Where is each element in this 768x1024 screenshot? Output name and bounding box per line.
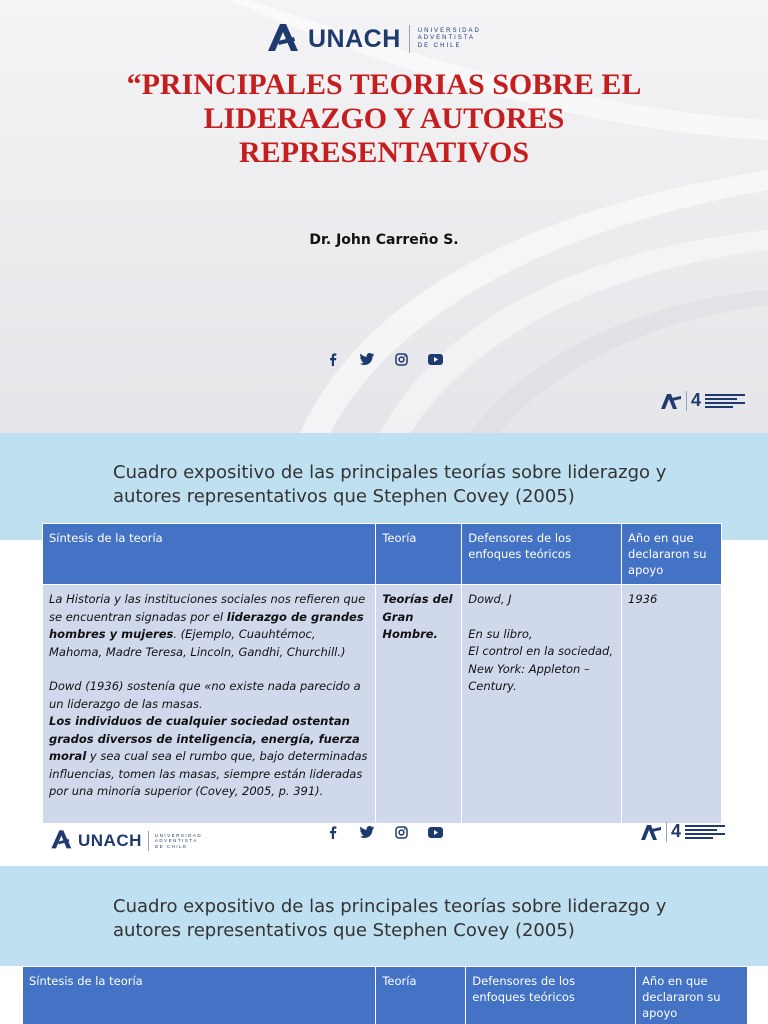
- instagram-icon[interactable]: [392, 823, 410, 841]
- youtube-icon[interactable]: [426, 823, 444, 841]
- header-theory: Teoría: [376, 524, 462, 585]
- accreditation-years: 4: [671, 821, 682, 841]
- unach-logo-mark-icon: [50, 829, 74, 853]
- accreditation-logo-icon: [660, 392, 682, 410]
- twitter-icon[interactable]: [358, 823, 376, 841]
- header-synthesis: Síntesis de la teoría: [43, 524, 376, 585]
- background-swoosh: [0, 0, 768, 433]
- unach-logo: [266, 22, 481, 56]
- facebook-icon[interactable]: [324, 823, 342, 841]
- header-defenders: Defensores de los enfoques teóricos: [462, 524, 622, 585]
- cell-theory: Teorías del Gran Hombre.: [376, 585, 462, 824]
- header-theory: Teoría: [376, 967, 466, 1024]
- presentation-title: “PRINCIPALES TEORIAS SOBRE EL LIDERAZGO Y AUTORES REPRESENTATIVOS: [126, 68, 642, 169]
- accreditation-badge: [660, 390, 745, 411]
- table-header-row: [23, 967, 748, 1024]
- theory-table: [22, 966, 748, 1024]
- table-header-row: [43, 524, 722, 585]
- cell-year: 1936: [622, 585, 722, 824]
- header-year: Año en que declararon su apoyo: [636, 967, 748, 1024]
- accreditation-text-lines: [685, 823, 725, 841]
- instagram-icon[interactable]: [392, 350, 410, 368]
- footer-brand-subtitle: UNIVERSIDAD ADVENTISTA DE CHILE: [154, 832, 203, 849]
- footer-brand-name: UNACH: [78, 831, 142, 850]
- theory-table: [42, 523, 722, 824]
- social-links: [324, 350, 444, 368]
- header-year: Año en que declararon su apoyo: [622, 524, 722, 585]
- unach-logo-mark-icon: [266, 22, 302, 56]
- author-name: Dr. John Carreño S.: [309, 232, 459, 248]
- header-synthesis: Síntesis de la teoría: [23, 967, 376, 1024]
- slide-title: Cuadro expositivo de las principales teorías sobre liderazgo y autores representativos que Stephen Covey (2005): [113, 896, 667, 941]
- content-slide-2: [0, 866, 768, 1024]
- cell-defenders: Dowd, J En su libro, El control en la sociedad, New York: Appleton – Century.: [462, 585, 622, 824]
- header-defenders: Defensores de los enfoques teóricos: [466, 967, 636, 1024]
- facebook-icon[interactable]: [324, 350, 342, 368]
- footer-social-links: [324, 823, 444, 841]
- brand-name: UNACH: [308, 24, 401, 53]
- accreditation-years: 4: [691, 390, 702, 410]
- slide-footer: [0, 823, 768, 866]
- footer-accreditation-badge: [640, 821, 725, 842]
- slide-title: Cuadro expositivo de las principales teorías sobre liderazgo y autores representativos que Stephen Covey (2005): [113, 462, 667, 507]
- cell-synthesis: La Historia y las instituciones sociales nos refieren que se encuentran signadas por el liderazgo de grandes hombres y mujeres. (Ejemplo, Cuauhtémoc, Mahoma, Madre Teresa, Lincoln, Gandhi, Churchill.) Dowd (1936) sostenía que «no existe nada parecido a un liderazgo de las masas. Los individuos de cualquier sociedad ostentan grados diversos de inteligencia, energía, fuerza moral y sea cual sea el rumbo que, bajo determinadas influencias, tomen las masas, siempre están lideradas por una minoría superior (Covey, 2005, p. 391).: [43, 585, 376, 824]
- accreditation-text-lines: [705, 392, 745, 410]
- content-slide-1: [0, 433, 768, 866]
- title-slide: [0, 0, 768, 433]
- accreditation-logo-icon: [640, 823, 662, 841]
- footer-unach-logo: [50, 829, 202, 853]
- brand-subtitle: UNIVERSIDAD ADVENTISTA DE CHILE: [417, 27, 481, 49]
- youtube-icon[interactable]: [426, 350, 444, 368]
- twitter-icon[interactable]: [358, 350, 376, 368]
- table-row: [43, 585, 722, 824]
